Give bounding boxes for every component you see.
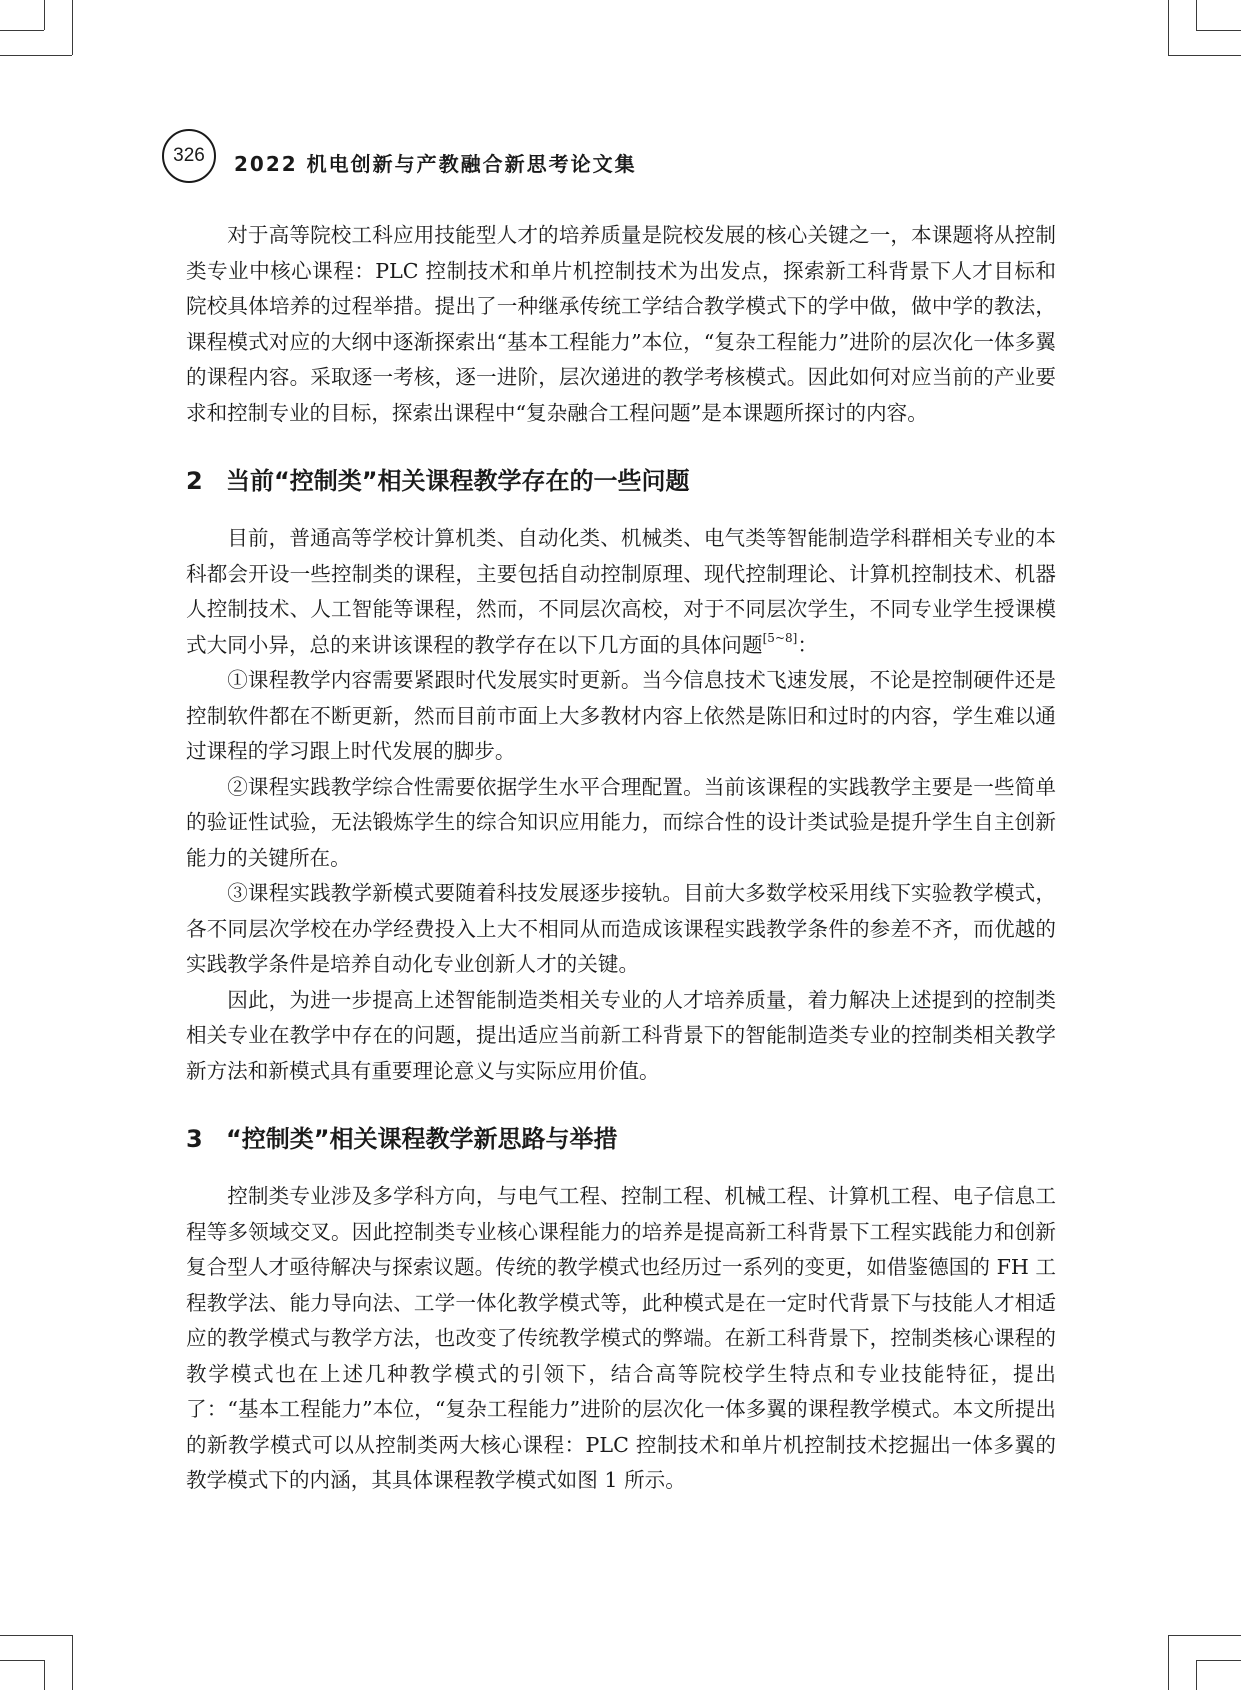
citation: [5~8] — [762, 630, 798, 645]
section-number: 3 — [186, 1125, 203, 1153]
crop-mark — [1168, 1635, 1241, 1636]
crop-mark — [44, 1660, 45, 1690]
crop-mark — [0, 1635, 72, 1636]
crop-mark — [1196, 1660, 1241, 1661]
page-number: 326 — [162, 129, 216, 183]
section-title: “控制类”相关课程教学新思路与举措 — [226, 1125, 618, 1153]
section-2-paragraph — [186, 521, 1056, 663]
section-3-heading — [186, 1119, 1056, 1159]
section-2-paragraph: ①课程教学内容需要紧跟时代发展实时更新。当今信息技术飞速发展，不论是控制硬件还是控制软件都在不断更新，然而目前市面上大多教材内容上依然是陈旧和过时的内容，学生难以通过课程的学习跟上时代发展的脚步。 — [186, 668, 1056, 763]
crop-mark — [1168, 1635, 1169, 1690]
section-2-paragraph: 因此，为进一步提高上述智能制造类相关专业的人才培养质量，着力解决上述提到的控制类相关专业在教学中存在的问题，提出适应当前新工科背景下的智能制造类专业的控制类相关教学新方法和新模式具有重要理论意义与实际应用价值。 — [186, 987, 1056, 1083]
book-title: 2022 机电创新与产教融合新思考论文集 — [234, 151, 637, 176]
crop-mark — [1196, 30, 1241, 31]
intro-paragraph: 对于高等院校工科应用技能型人才的培养质量是院校发展的核心关键之一，本课题将从控制类专业中核心课程：PLC 控制技术和单片机控制技术为出发点，探索新工科背景下人才目标和院校具体培养的过程举措。提出了一种继承传统工学结合教学模式下的学中做，做中学的教法，课程模式对应的大纲中逐渐探索出“基本工程能力”本位，“复杂工程能力”进阶的层次化一体多翼的课程内容。采取逐一考核，逐一进阶，层次递进的教学考核模式。因此如何对应当前的产业要求和控制专业的目标，探索出课程中“复杂融合工程问题”是本课题所探讨的内容。 — [186, 223, 1056, 425]
section-2-paragraph: ③课程实践教学新模式要随着科技发展逐步接轨。目前大多数学校采用线下实验教学模式，各不同层次学校在办学经费投入上大不相同从而造成该课程实践教学条件的参差不齐，而优越的实践教学条件是培养自动化专业创新人才的关键。 — [186, 881, 1056, 976]
crop-mark — [1196, 0, 1197, 30]
crop-mark — [1196, 1660, 1197, 1690]
crop-mark — [0, 1660, 44, 1661]
section-2-paragraph: ②课程实践教学综合性需要依据学生水平合理配置。当前该课程的实践教学主要是一些简单的验证性试验，无法锻炼学生的综合知识应用能力，而综合性的设计类试验是提升学生自主创新能力的关键所在。 — [186, 774, 1056, 870]
paragraph-end: ： — [797, 632, 818, 657]
crop-mark — [72, 0, 73, 55]
section-number: 2 — [186, 467, 203, 495]
crop-mark — [72, 1635, 73, 1690]
page-body — [186, 218, 1056, 1499]
running-header — [162, 136, 637, 184]
section-title: 当前“控制类”相关课程教学存在的一些问题 — [226, 467, 690, 495]
crop-mark — [0, 30, 44, 31]
paragraph-text: 目前，普通高等学校计算机类、自动化类、机械类、电气类等智能制造学科群相关专业的本科都会开设一些控制类的课程，主要包括自动控制原理、现代控制理论、计算机控制技术、机器人控制技术、人工智能等课程，然而，不同层次高校，对于不同层次学生，不同专业学生授课模式大同小异，总的来讲该课程的教学存在以下几方面的具体问题 — [186, 526, 1056, 657]
crop-mark — [1168, 55, 1241, 56]
crop-mark — [44, 0, 45, 30]
section-2-heading — [186, 461, 1056, 501]
section-3-paragraph: 控制类专业涉及多学科方向，与电气工程、控制工程、机械工程、计算机工程、电子信息工程等多领域交叉。因此控制类专业核心课程能力的培养是提高新工科背景下工程实践能力和创新复合型人才亟待解决与探索议题。传统的教学模式也经历过一系列的变更，如借鉴德国的 FH 工程教学法、能力导向法、工学一体化教学模式等，此种模式是在一定时代背景下与技能人才相适应的教学模式与教学方法，也改变了传统教学模式的弊端。在新工科背景下，控制类核心课程的教学模式也在上述几种教学模式的引领下，结合高等院校学生特点和专业技能特征，提出了：“基本工程能力”本位，“复杂工程能力”进阶的层次化一体多翼的课程教学模式。本文所提出的新教学模式可以从控制类两大核心课程：PLC 控制技术和单片机控制技术挖掘出一体多翼的教学模式下的内涵，其具体课程教学模式如图 1 所示。 — [186, 1184, 1056, 1492]
crop-mark — [0, 55, 72, 56]
crop-mark — [1168, 0, 1169, 55]
